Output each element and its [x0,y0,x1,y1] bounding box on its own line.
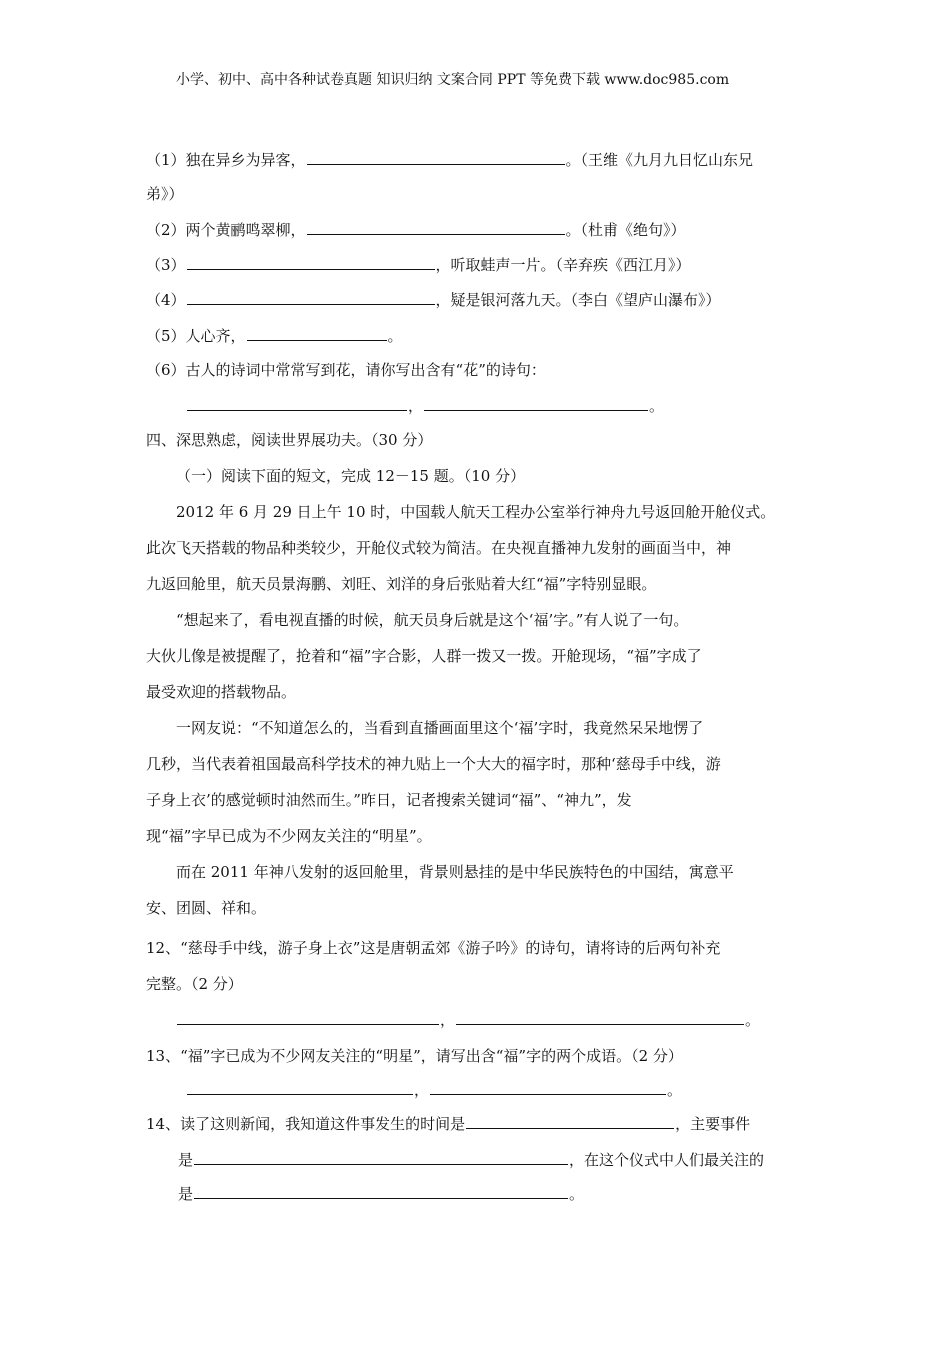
question-14-prefix: 是 [178,1151,194,1169]
fill-blank-4-prompt: （4） [146,291,186,309]
separator: ， [408,397,424,415]
fill-blank-5 [146,326,403,346]
passage-line: 现“福”字早已成为不少网友关注的“明星”。 [146,827,432,845]
answer-blank[interactable] [187,290,435,305]
answer-blank[interactable] [177,1010,439,1025]
question-14-prompt: 14、读了这则新闻，我知道这件事发生的时间是 [146,1115,466,1133]
fill-blank-3-prompt: （3） [146,256,186,274]
separator: ， [440,1011,456,1029]
answer-blank[interactable] [187,396,407,411]
question-14-prefix-2: 是 [178,1185,194,1203]
answer-blank[interactable] [194,1150,568,1165]
fill-blank-4-source: ，疑是银河落九天。（李白《望庐山瀑布》） [435,291,721,309]
fill-blank-1-source: 。（王维《九月九日忆山东兄 [565,151,754,169]
question-13-answers [186,1080,682,1100]
answer-blank[interactable] [247,326,387,341]
fill-blank-2 [146,220,686,240]
fill-blank-1-prompt: （1）独在异乡为异客， [146,151,306,169]
passage-line: 几秒，当代表着祖国最高科学技术的神九贴上一个大大的福字时，那种‘慈母手中线，游 [146,755,721,773]
passage-line: 九返回舱里，航天员景海鹏、刘旺、刘洋的身后张贴着大红“福”字特别显眼。 [146,575,657,593]
fill-blank-6-answers [186,396,664,416]
fill-blank-5-prompt: （5）人心齐， [146,327,246,345]
answer-blank[interactable] [307,220,565,235]
line-end: 。 [667,1081,683,1099]
answer-blank[interactable] [187,255,435,270]
fill-blank-2-source: 。（杜甫《绝句》） [565,221,686,239]
section-subtitle: （一）阅读下面的短文，完成 12－15 题。（10 分） [176,467,526,485]
answer-blank[interactable] [307,150,565,165]
question-13: 13、“福”字已成为不少网友关注的“明星”，请写出含“福”字的两个成语。（2 分） [146,1047,683,1065]
passage-line: 子身上衣’的感觉顿时油然而生。”昨日，记者搜索关键词“福”、“神九”，发 [146,791,632,809]
passage-line: “想起来了，看电视直播的时候，航天员身后就是这个‘福’字。”有人说了一句。 [176,611,689,629]
fill-blank-3 [146,255,691,275]
answer-blank[interactable] [424,396,648,411]
fill-blank-2-prompt: （2）两个黄鹂鸣翠柳， [146,221,306,239]
fill-blank-4 [146,290,721,310]
answer-blank[interactable] [187,1080,413,1095]
passage-line: 此次飞天搭载的物品种类较少，开舱仪式较为简洁。在央视直播神九发射的画面当中，神 [146,539,732,557]
question-14-suffix-2: ，在这个仪式中人们最关注的 [569,1151,765,1169]
section-title: 四、深思熟虑，阅读世界展功夫。（30 分） [146,431,433,449]
fill-blank-6: （6）古人的诗词中常常写到花，请你写出含有“花”的诗句： [146,361,546,379]
question-14-line-3 [178,1184,584,1204]
line-end: 。 [569,1185,585,1203]
passage-line: 一网友说：“不知道怎么的，当看到直播画面里这个‘福’字时，我竟然呆呆地愣了 [176,719,704,737]
fill-blank-5-end: 。 [387,327,403,345]
question-14-suffix: ，主要事件 [675,1115,751,1133]
fill-blank-3-source: ，听取蛙声一片。（辛弃疾《西江月》） [435,256,691,274]
line-end: 。 [745,1011,761,1029]
passage-line: 而在 2011 年神八发射的返回舱里，背景则悬挂的是中华民族特色的中国结，寓意平 [176,863,734,881]
separator: ， [414,1081,430,1099]
fill-blank-1-source-cont: 弟》） [146,185,184,203]
answer-blank[interactable] [456,1010,744,1025]
question-14-line-2 [178,1150,764,1170]
question-12-cont: 完整。（2 分） [146,975,243,993]
fill-blank-1 [146,150,753,170]
answer-blank[interactable] [430,1080,666,1095]
passage-line: 2012 年 6 月 29 日上午 10 时，中国载人航天工程办公室举行神舟九号返回舱开舱仪式。 [176,503,776,521]
page-header: 小学、初中、高中各种试卷真题 知识归纳 文案合同 PPT 等免费下载 www.doc985.com [176,72,730,88]
answer-blank[interactable] [466,1114,674,1129]
question-12-answers [176,1010,760,1030]
passage-line: 安、团圆、祥和。 [146,899,267,917]
question-14 [146,1114,750,1134]
answer-blank[interactable] [194,1184,568,1199]
passage-line: 大伙儿像是被提醒了，抢着和“福”字合影，人群一拨又一拨。开舱现场，“福”字成了 [146,647,702,665]
passage-line: 最受欢迎的搭载物品。 [146,683,297,701]
line-end: 。 [649,397,665,415]
question-12: 12、“慈母手中线，游子身上衣”这是唐朝孟郊《游子吟》的诗句，请将诗的后两句补充 [146,939,721,957]
